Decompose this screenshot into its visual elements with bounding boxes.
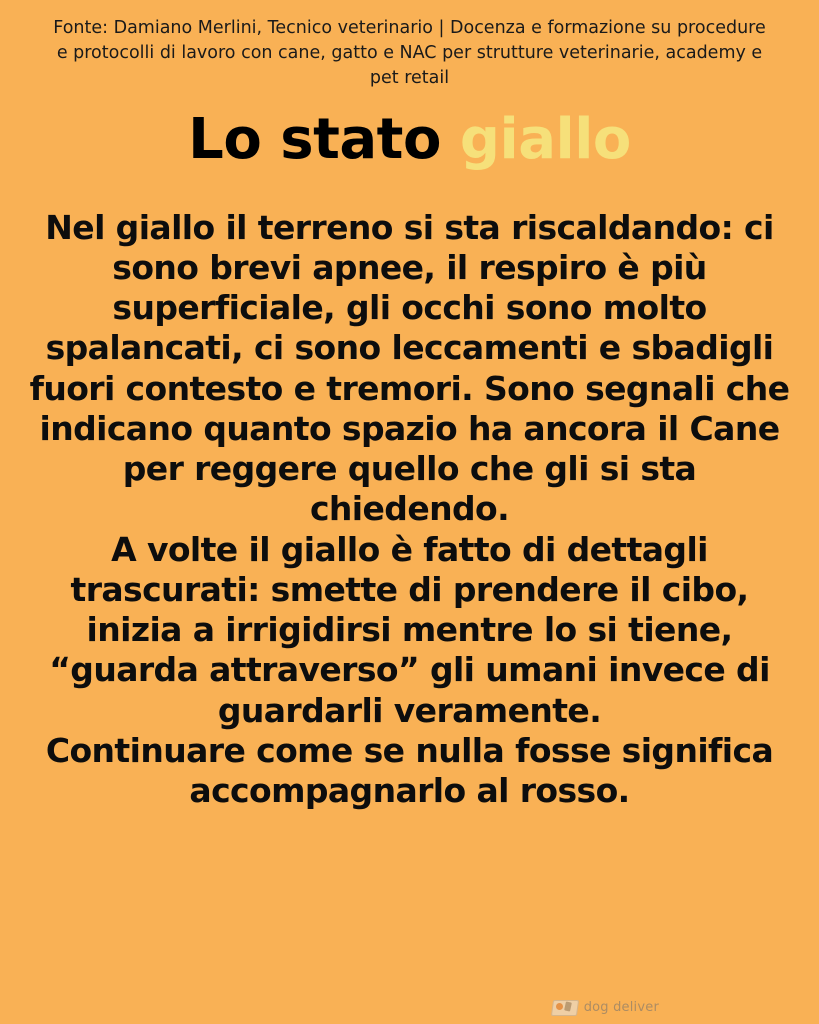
dog-deliver-logo-icon — [552, 998, 578, 1016]
body-paragraph-1: Nel giallo il terreno si sta riscaldando: ci sono brevi apnee, il respiro è più superficiale, gli occhi sono molto spalancati, ci sono leccamenti e sbadigli fuori contesto e tremori. Sono segnali che indicano quanto spazio ha ancora il Cane per reggere quello che gli si sta chiedendo. — [29, 207, 790, 529]
page-title-main: Lo stato — [188, 106, 460, 172]
page-title — [0, 106, 819, 172]
watermark — [552, 998, 659, 1016]
watermark-label: dog deliver — [583, 999, 659, 1015]
page-title-accent: giallo — [459, 106, 631, 172]
body-paragraph-2: A volte il giallo è fatto di dettagli trascurati: smette di prendere il cibo, inizia a irrigidirsi mentre lo si tiene, “guarda attraverso” gli umani invece di guardarli veramente. — [49, 529, 770, 730]
body-paragraph-3: Continuare come se nulla fosse significa accompagnarlo al rosso. — [45, 730, 774, 811]
body-copy — [0, 208, 819, 812]
source-credit: Fonte: Damiano Merlini, Tecnico veterinario | Docenza e formazione su procedure e protocolli di lavoro con cane, gatto e NAC per strutture veterinarie, academy e pet retail — [53, 18, 766, 88]
